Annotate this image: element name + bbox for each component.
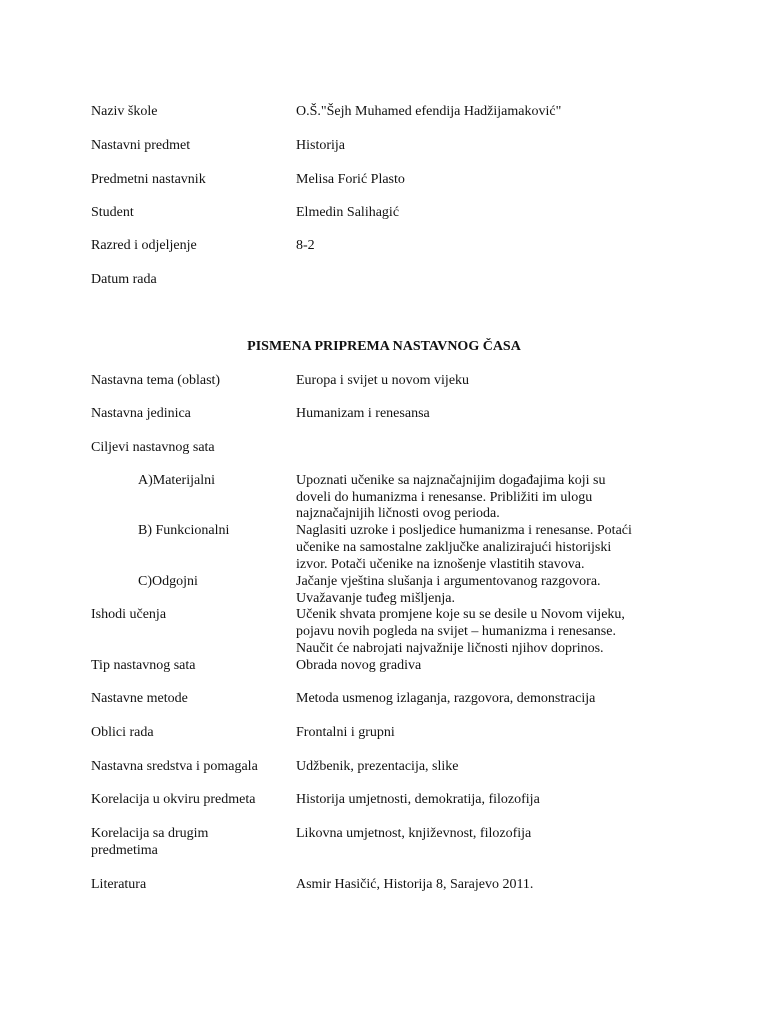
methods-value: Metoda usmenog izlaganja, razgovora, demonstracija [296,691,596,706]
literature-label: Literatura [91,877,147,892]
outcomes-label: Ishodi učenja [91,607,167,622]
teaching-aids-label: Nastavna sredstva i pomagala [91,759,258,774]
outcomes-line: pojavu novih pogleda na svijet – humanizma i renesanse. [296,624,616,639]
lesson-type-value: Obrada novog gradiva [296,658,422,673]
functional-goals-line: izvor. Potači učenike na iznošenje vlastitih stavova. [296,557,585,572]
correlation-other-label: predmetima [91,843,158,858]
correlation-within-value: Historija umjetnosti, demokratija, filozofija [296,792,540,807]
methods-label: Nastavne metode [91,691,188,706]
correlation-other-label: Korelacija sa drugim [91,826,209,841]
work-forms-value: Frontalni i grupni [296,725,395,740]
material-goals-label: A)Materijalni [138,473,215,488]
student-value: Elmedin Salihagić [296,205,400,220]
material-goals-line: doveli do humanizma i renesanse. Približiti im ulogu [296,490,593,505]
subject-value: Historija [296,138,345,153]
class-value: 8-2 [296,238,315,253]
work-forms-label: Oblici rada [91,725,154,740]
unit-value: Humanizam i renesansa [296,406,430,421]
correlation-other-value: Likovna umjetnost, književnost, filozofija [296,826,532,841]
unit-label: Nastavna jedinica [91,406,191,421]
educational-goals-label: C)Odgojni [138,574,198,589]
subject-label: Nastavni predmet [91,138,191,153]
teacher-value: Melisa Forić Plasto [296,172,405,187]
functional-goals-label: B) Funkcionalni [138,523,230,538]
page-title: PISMENA PRIPREMA NASTAVNOG ČASA [247,339,521,354]
teaching-aids-value: Udžbenik, prezentacija, slike [296,759,459,774]
outcomes-line: Naučit će nabrojati najvažnije ličnosti njihov doprinos. [296,641,604,656]
material-goals-line: najznačajnijih ličnosti ovog perioda. [296,506,500,521]
date-label: Datum rada [91,272,157,287]
student-label: Student [91,205,134,220]
topic-value: Europa i svijet u novom vijeku [296,373,470,388]
correlation-within-label: Korelacija u okviru predmeta [91,792,256,807]
topic-label: Nastavna tema (oblast) [91,373,221,388]
lesson-type-label: Tip nastavnog sata [91,658,196,673]
functional-goals-line: učenike na samostalne zaključke analizirajući historijski [296,540,612,555]
school-value: O.Š."Šejh Muhamed efendija Hadžijamaković" [296,104,562,119]
teacher-label: Predmetni nastavnik [91,172,206,187]
goals-label: Ciljevi nastavnog sata [91,440,215,455]
outcomes-line: Učenik shvata promjene koje su se desile u Novom vijeku, [296,607,625,622]
literature-value: Asmir Hasičić, Historija 8, Sarajevo 2011. [296,877,534,892]
functional-goals-line: Naglasiti uzroke i posljedice humanizma i renesanse. Potaći [296,523,632,538]
educational-goals-line: Uvažavanje tuđeg mišljenja. [296,591,455,606]
school-label: Naziv škole [91,104,158,119]
material-goals-line: Upoznati učenike sa najznačajnijim događajima koji su [296,473,606,488]
class-label: Razred i odjeljenje [91,238,197,253]
educational-goals-line: Jačanje vještina slušanja i argumentovanog razgovora. [296,574,601,589]
